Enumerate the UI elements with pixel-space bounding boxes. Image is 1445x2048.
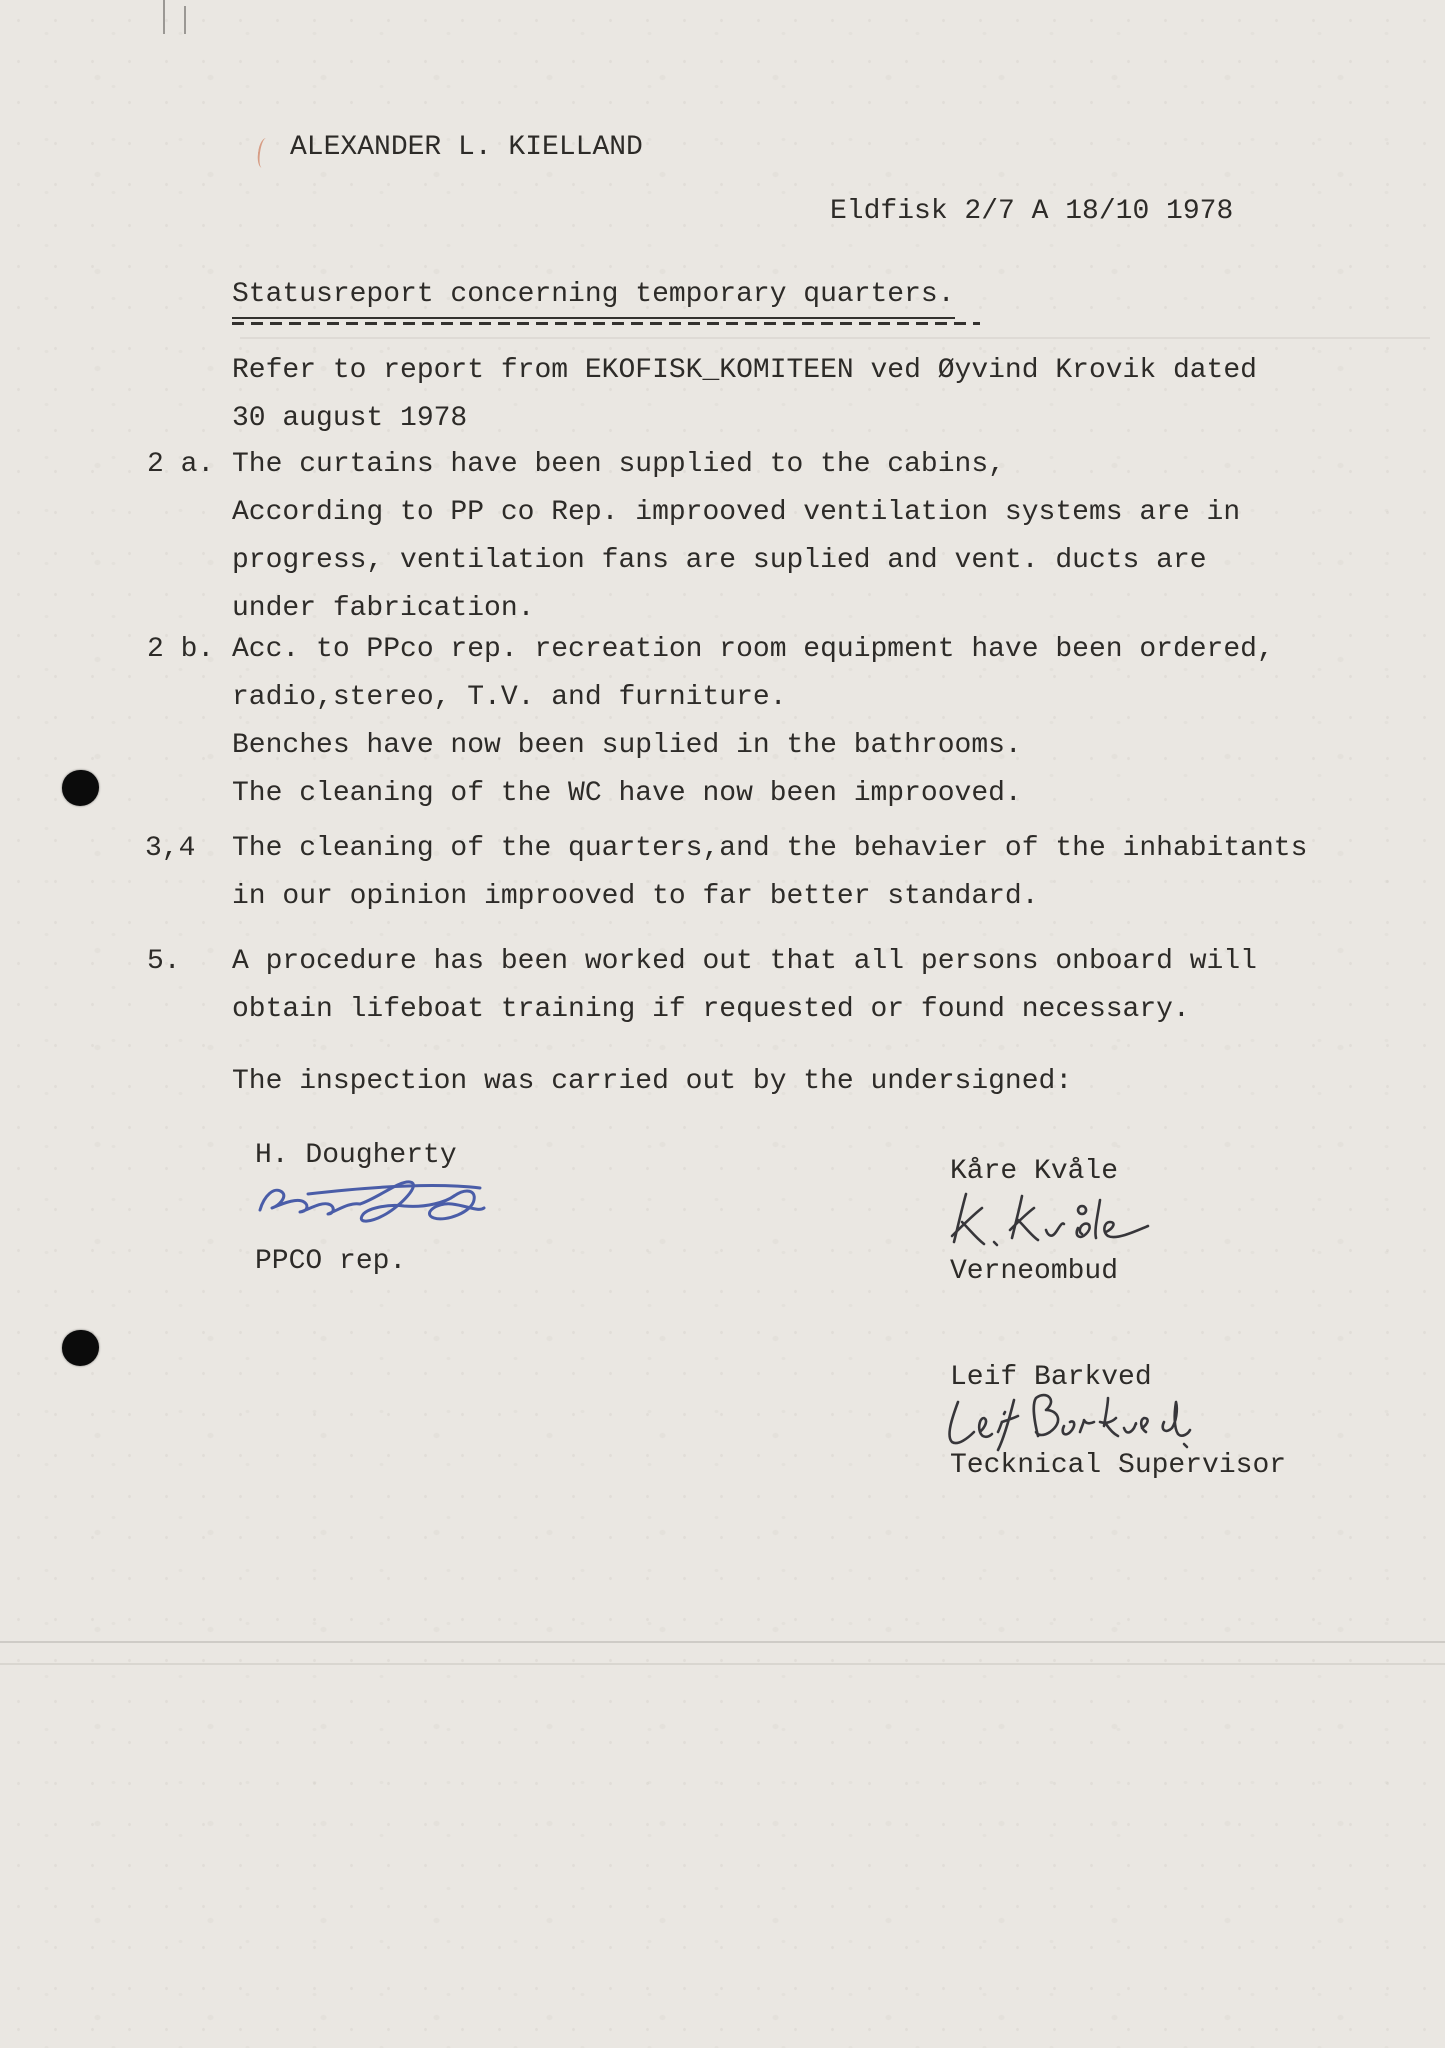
dateline: Eldfisk 2/7 A 18/10 1978 <box>830 196 1234 227</box>
item-line: under fabrication. <box>232 593 535 624</box>
item-line: radio,stereo, T.V. and furniture. <box>232 682 787 713</box>
item-label: 2 a. <box>147 449 215 480</box>
item-label: 5. <box>147 946 181 977</box>
intro-line: 30 august 1978 <box>232 403 468 434</box>
item-line: A procedure has been worked out that all persons onboard will <box>232 946 1257 977</box>
signatory-role: Tecknical Supervisor <box>950 1450 1287 1481</box>
item-label: 2 b. <box>147 634 215 665</box>
title-dashed-underline <box>232 322 980 325</box>
scan-artifact <box>184 6 186 34</box>
scan-artifact <box>163 0 165 34</box>
pen-mark <box>256 137 272 168</box>
item-line: The cleaning of the WC have now been improoved. <box>232 778 1022 809</box>
closing-line: The inspection was carried out by the undersigned: <box>232 1066 1073 1097</box>
signatory-role: PPCO rep. <box>255 1246 407 1277</box>
hole-punch <box>62 1330 99 1366</box>
intro-line: Refer to report from EKOFISK_KOMITEEN ved Øyvind Krovik dated <box>232 355 1257 386</box>
scan-line <box>0 1663 1445 1665</box>
letterhead: ALEXANDER L. KIELLAND <box>290 132 643 163</box>
signatory-name: H. Dougherty <box>255 1140 457 1171</box>
item-line: The curtains have been supplied to the cabins, <box>232 449 1005 480</box>
item-label: 3,4 <box>145 833 196 864</box>
item-line: Benches have now been suplied in the bathrooms. <box>232 730 1022 761</box>
hole-punch <box>62 770 99 806</box>
item-line: obtain lifeboat training if requested or found necessary. <box>232 994 1190 1025</box>
document-title: Statusreport concerning temporary quarters. <box>232 279 955 319</box>
dougherty-signature <box>250 1156 494 1248</box>
signatory-role: Verneombud <box>950 1256 1119 1287</box>
kvale-signature <box>938 1182 1156 1260</box>
item-line: in our opinion improoved to far better standard. <box>232 881 1039 912</box>
item-line: According to PP co Rep. improoved ventilation systems are in <box>232 497 1241 528</box>
scan-line <box>0 1641 1445 1643</box>
item-line: Acc. to PPco rep. recreation room equipment have been ordered, <box>232 634 1274 665</box>
item-line: progress, ventilation fans are suplied and vent. ducts are <box>232 545 1207 576</box>
signatory-name: Kåre Kvåle <box>950 1156 1119 1187</box>
item-line: The cleaning of the quarters,and the behavier of the inhabitants <box>232 833 1308 864</box>
barkved-signature <box>936 1384 1194 1460</box>
signatory-name: Leif Barkved <box>950 1362 1152 1393</box>
scan-line <box>240 337 1430 339</box>
